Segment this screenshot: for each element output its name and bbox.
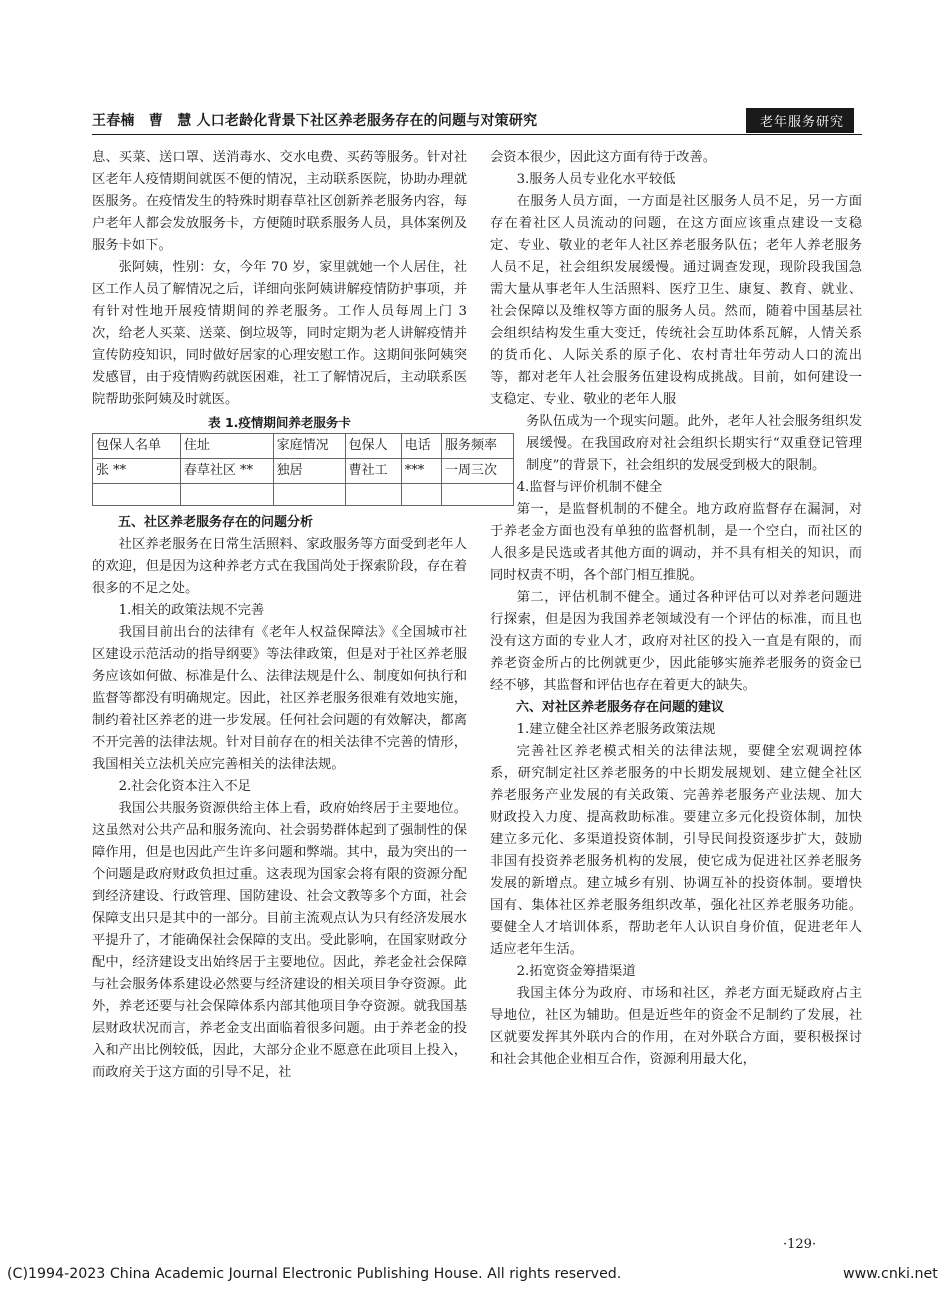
table-caption: 表 1.疫情期间养老服务卡 <box>208 415 351 430</box>
table-cell <box>401 484 441 506</box>
running-header <box>92 110 862 132</box>
page-number: ·129· <box>783 1237 817 1252</box>
paragraph: 我国主体分为政府、市场和社区，养老方面无疑政府占主导地位，社区为辅助。但是近些年的资金不足制约了发展，社区就要发挥其外联内合的作用，在对外联合方面，要积极探讨和社会其他企业相互合作，资源利用最大化， <box>490 986 862 1067</box>
table-row <box>93 459 514 484</box>
footer-url[interactable]: www.cnki.net <box>843 1266 938 1282</box>
table-cell: 一周三次 <box>441 459 513 484</box>
table-cell <box>180 484 273 506</box>
table-cell: *** <box>401 459 441 484</box>
header-rule <box>92 134 862 135</box>
paragraph: 在服务人员方面，一方面是社区服务人员不足，另一方面存在着社区人员流动的问题，在这方面应该重点建设一支稳定、专业、敬业的老年人社区养老服务队伍；老年人养老服务人员不足，社会组织发展缓慢。通过调查发现，现阶段我国急需大量从事老年人生活照料、医疗卫生、康复、教育、就业、社会保障以及维权等方面的服务人员。然而，随着中国基层社会组织结构发生重大变迁，传统社会互助体系瓦解，人情关系的货币化、人际关系的原子化、农村青壮年劳动人口的流出等，都对老年人社会服务伍建设构成挑战。目前，如何建设一支稳定、专业、敬业的老年人服 <box>490 194 862 407</box>
table-cell <box>273 484 345 506</box>
subsection-heading: 1.相关的政策法规不完善 <box>118 603 265 618</box>
paragraph: 务队伍成为一个现实问题。此外，老年人社会服务组织发展缓慢。在我国政府对社会组织长期实行“双重登记管理制度”的背景下，社会组织的发展受到极大的限制。 <box>526 414 862 473</box>
paragraph: 会资本很少，因此这方面有待于改善。 <box>490 150 717 165</box>
copyright-text: (C)1994-2023 China Academic Journal Electronic Publishing House. All rights reserved. <box>7 1266 622 1282</box>
paragraph: 息、买菜、送口罩、送消毒水、交水电费、买药等服务。针对社区老年人疫情期间就医不便的情况，主动联系医院，协助办理就医服务。在疫情发生的特殊时期春草社区创新养老服务内容，每户老年人都会发放服务卡，方便随时联系服务人员，具体案例及服务卡如下。 <box>92 150 467 253</box>
table-header-row <box>93 434 514 459</box>
paragraph-continued-block <box>526 411 862 477</box>
copyright-footer <box>7 1266 938 1314</box>
table-header-cell: 包保人 <box>345 434 401 459</box>
paragraph: 第二，评估机制不健全。通过各种评估可以对养老问题进行探索，但是因为我国养老领域没有一个评估的标准，而且也没有这方面的专业人才，政府对社区的投入一直是有限的，而养老资金所占的比例就更少，因此能够实施养老服务的资金已经不够，其监督和评估也存在着更大的缺失。 <box>490 590 862 693</box>
table-header-cell: 服务频率 <box>441 434 513 459</box>
table-cell <box>93 484 181 506</box>
subsection-heading: 4.监督与评价机制不健全 <box>516 480 663 495</box>
table-row-empty <box>93 484 514 506</box>
subsection-heading: 2.拓宽资金筹措渠道 <box>516 964 636 979</box>
header-title: 王春楠 曹 慧 人口老龄化背景下社区养老服务存在的问题与对策研究 <box>92 113 538 129</box>
table-cell: 春草社区 ** <box>180 459 273 484</box>
table-cell: 张 ** <box>93 459 181 484</box>
table-cell <box>345 484 401 506</box>
subsection-heading: 2.社会化资本注入不足 <box>118 779 251 794</box>
subsection-heading: 1.建立健全社区养老服务政策法规 <box>516 722 716 737</box>
paragraph: 第一，是监督机制的不健全。地方政府监督存在漏洞，对于养老金方面也没有单独的监督机制，是一个空白，而社区的人很多是民选或者其他方面的调动，并不具有相关的知识，而同时权责不明，各个部门相互推脱。 <box>490 502 862 583</box>
table-header-cell: 家庭情况 <box>273 434 345 459</box>
section-tag: 老年服务研究 <box>746 108 854 133</box>
section-heading: 六、对社区养老服务存在问题的建议 <box>516 700 725 715</box>
right-column <box>490 147 862 1071</box>
paragraph: 完善社区养老模式相关的法律法规，要健全宏观调控体系，研究制定社区养老服务的中长期发展规划、建立健全社区养老服务产业发展的有关政策、完善养老服务产业法规、加大财政投入力度、提高救助标准。要建立多元化投资体制，加快建立多元化、多渠道投资体制，引导民间投资逐步扩大，鼓励非国有投资养老服务机构的发展，使它成为促进社区养老服务发展的新增点。建立城乡有别、协调互补的投资体制。要增快国有、集体社区养老服务组织改革，强化社区养老服务功能。要健全人才培训体系，帮助老年人认识自身价值，促进老年人适应老年生活。 <box>490 744 862 957</box>
paragraph: 社区养老服务在日常生活照料、家政服务等方面受到老年人的欢迎，但是因为这种养老方式在我国尚处于探索阶段，存在着很多的不足之处。 <box>92 537 467 596</box>
paragraph: 张阿姨，性别：女，今年 70 岁，家里就她一个人居住，社区工作人员了解情况之后，详细向张阿姨讲解疫情防护事项，并有针对性地开展疫情期间的养老服务。工作人员每周上门 3 次，给老人买菜、送菜、倒垃圾等，同时定期为老人讲解疫情并宣传防疫知识，同时做好居家的心理安慰工作。这期间张阿姨突发感冒，由于疫情购药就医困难，社工了解情况后，主动联系医院帮助张阿姨及时就医。 <box>92 260 467 407</box>
table-header-cell: 包保人名单 <box>93 434 181 459</box>
table-header-cell: 住址 <box>180 434 273 459</box>
table-cell: 独居 <box>273 459 345 484</box>
table-cell: 曹社工 <box>345 459 401 484</box>
service-card-table <box>92 433 514 506</box>
section-heading: 五、社区养老服务存在的问题分析 <box>118 515 314 530</box>
table-header-cell: 电话 <box>401 434 441 459</box>
paragraph: 我国目前出台的法律有《老年人权益保障法》《全国城市社区建设示范活动的指导纲要》等法律政策，但是对于社区养老服务应该如何做、标准是什么、法律法规是什么、制度如何执行和监督等都没有明确规定。因此，社区养老服务很难有效地实施，制约着社区养老的进一步发展。任何社会问题的有效解决，都离不开完善的法律法规。针对目前存在的相关法律不完善的情形，我国相关立法机关应完善相关的法律法规。 <box>92 625 467 772</box>
paragraph: 我国公共服务资源供给主体上看，政府始终居于主要地位。这虽然对公共产品和服务流向、社会弱势群体起到了强制性的保障作用，但是也因此产生许多问题和弊端。其中，最为突出的一个问题是政府财政负担过重。这表现为国家会将有限的资源分配到经济建设、行政管理、国防建设、社会文教等多个方面，社会保障支出只是其中的一部分。目前主流观点认为只有经济发展水平提升了，才能确保社会保障的支出。受此影响，在国家财政分配中，经济建设支出始终居于主要地位。因此，养老金社会保障与社会服务体系建设必然要与经济建设的相关项目争夺资源。此外，养老还要与社会保障体系内部其他项目争夺资源。就我国基层财政状况而言，养老金支出面临着很多问题。由于养老金的投入和产出比例较低，因此，大部分企业不愿意在此项目上投入，而政府关于这方面的引导不足，社 <box>92 801 467 1080</box>
left-column <box>92 147 497 1084</box>
subsection-heading: 3.服务人员专业化水平较低 <box>516 172 676 187</box>
